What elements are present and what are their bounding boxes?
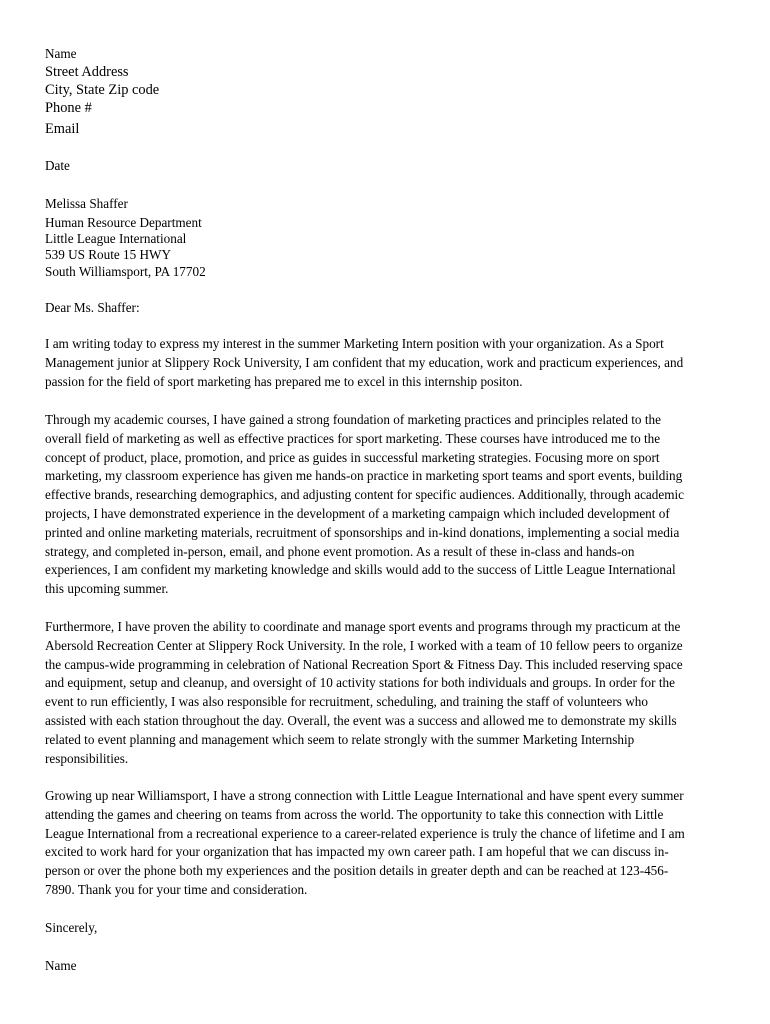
paragraph-practicum: [45, 618, 725, 768]
recipient-city-state-zip: South Williamsport, PA 17702: [45, 264, 206, 279]
paragraph-line: Abersold Recreation Center at Slippery Rock University. In the role, I worked with a team of 10 fellow peers to organize: [45, 637, 683, 653]
recipient-street: 539 US Route 15 HWY: [45, 247, 172, 262]
recipient-organization: Little League International: [45, 231, 187, 246]
sender-name: Name: [45, 46, 77, 61]
paragraph-line: Growing up near Williamsport, I have a strong connection with Little League International and have spent every summer: [45, 788, 684, 803]
paragraph-line: excited to work hard for your organization that has impacted my own career path. I am hopeful that we can discuss in-: [45, 844, 669, 860]
paragraph-line: effective brands, researching demographics, and adjusting content for specific audiences. Additionally, through academic: [45, 487, 684, 503]
paragraph-intro: [45, 335, 725, 391]
letter-date: Date: [45, 158, 70, 173]
paragraph-line: marketing, my classroom experience has given me hands-on practice in marketing sport teams and sport events, building: [45, 468, 683, 484]
paragraph-line: related to event planning and management which seem to relate strongly with the summer Marketing Internship: [45, 731, 635, 747]
paragraph-academics: [45, 411, 725, 599]
paragraph-line: event to run efficiently, I was also responsible for recruitment, scheduling, and training the staff of volunteers who: [45, 694, 648, 710]
paragraph-line: responsibilities.: [45, 750, 129, 766]
paragraph-line: overall field of marketing as well as effective practices for sport marketing. These courses have introduced me to the: [45, 430, 661, 446]
paragraph-line: person or over the phone both my experiences and the position details in greater depth and can be reached at 123-456-: [45, 863, 669, 879]
paragraph-line: Through my academic courses, I have gained a strong foundation of marketing practices and principles related to the: [45, 412, 661, 427]
paragraph-line: strategy, and completed in-person, email, and phone event promotion. As a result of these in-class and hands-on: [45, 543, 635, 559]
closing: Sincerely,: [45, 920, 98, 935]
salutation: Dear Ms. Shaffer:: [45, 300, 140, 315]
paragraph-connection: [45, 787, 725, 900]
paragraph-line: and equipment, setup and cleanup, and oversight of 10 activity stations for both individuals and groups. In order for the: [45, 675, 675, 691]
paragraph-line: Furthermore, I have proven the ability to coordinate and manage sport events and programs through my practicum at the: [45, 619, 681, 634]
sender-street: Street Address: [45, 64, 129, 80]
paragraph-line: assisted with each station throughout the day. Overall, the event was a success and allowed me to demonstrate my skills: [45, 712, 677, 728]
paragraph-line: experiences, I am confident my marketing knowledge and skills would add to the success of Little League International: [45, 562, 676, 578]
paragraph-line: attending the games and cheering on teams from across the world. The opportunity to take this connection with Little: [45, 806, 664, 822]
paragraph-line: the campus-wide programming in celebration of National Recreation Sport & Fitness Day. This included reserving space: [45, 656, 683, 672]
paragraph-line: League International from a recreational experience to a career-related experience is truly the chance of lifetime and I am: [45, 825, 685, 841]
paragraph-line: printed and online marketing materials, recruitment of sponsorships and in-kind donations, implementing a social media: [45, 524, 680, 540]
signature-name: Name: [45, 958, 77, 973]
paragraph-line: 7890. Thank you for your time and consideration.: [45, 881, 308, 897]
paragraph-line: this upcoming summer.: [45, 581, 169, 597]
sender-email: Email: [45, 121, 80, 137]
paragraph-line: Management junior at Slippery Rock University, I am confident that my education, work and practicum experiences, and: [45, 354, 684, 370]
sender-city-state-zip: City, State Zip code: [45, 82, 160, 98]
recipient-name: Melissa Shaffer: [45, 196, 128, 211]
paragraph-line: projects, I have demonstrated experience in the development of a marketing campaign which included development of: [45, 505, 670, 521]
paragraph-line: I am writing today to express my interest in the summer Marketing Intern position with your organization. As a Sport: [45, 336, 664, 351]
paragraph-line: passion for the field of sport marketing has prepared me to excel in this internship positon.: [45, 373, 523, 389]
sender-phone: Phone #: [45, 100, 92, 116]
paragraph-line: concept of product, place, promotion, and price as guides in successful marketing strategies. Focusing more on sport: [45, 449, 660, 465]
recipient-department: Human Resource Department: [45, 215, 202, 230]
